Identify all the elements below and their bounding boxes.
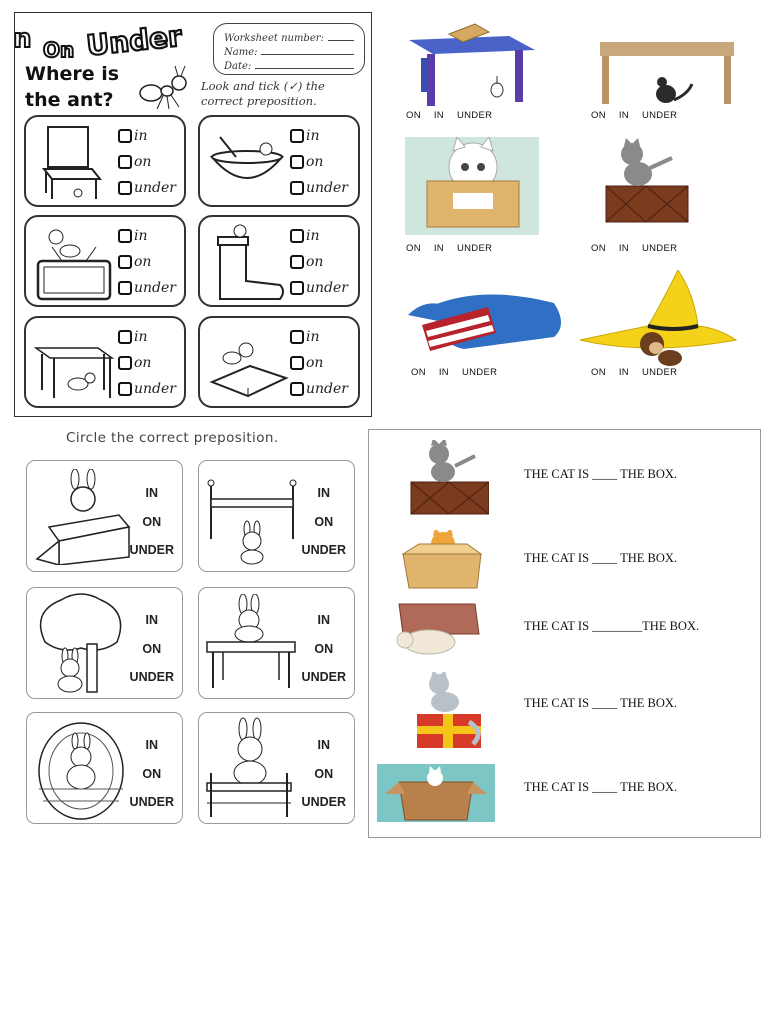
- option-on[interactable]: on: [118, 149, 176, 175]
- question-heading: Where is the ant?: [25, 63, 120, 111]
- option-on[interactable]: on: [290, 149, 348, 175]
- option-under[interactable]: UNDER: [301, 543, 346, 557]
- bunny-cell-basket: [26, 712, 183, 824]
- option-on[interactable]: on: [290, 249, 348, 275]
- bunny-on-bench-icon: [203, 717, 299, 821]
- photo-1-options: ON IN UNDER: [406, 110, 493, 121]
- option-under[interactable]: under: [118, 175, 176, 201]
- blue-table-image: [405, 18, 537, 110]
- photo-4-options: ON IN UNDER: [591, 243, 678, 254]
- ant-cell-chair: [24, 115, 186, 207]
- bunny-cell-tree: [26, 587, 183, 699]
- bunny-cell-table: [198, 587, 355, 699]
- tv-icon: [32, 223, 116, 303]
- circle-sheet-title: Circle the correct preposition.: [66, 430, 279, 446]
- worksheet-number-field[interactable]: Worksheet number:: [224, 30, 354, 44]
- date-field[interactable]: Date:: [224, 58, 354, 72]
- checkbox[interactable]: [290, 281, 304, 295]
- ant-cell-boot: [198, 215, 360, 307]
- photo-6-options: ON IN UNDER: [591, 367, 678, 378]
- title-under-word: Under: [84, 19, 184, 63]
- title-on-word: On: [43, 38, 75, 62]
- cat-in-open-box-icon: [399, 530, 485, 592]
- photo-2-options: ON IN UNDER: [591, 110, 678, 121]
- cat-under-box-icon: [389, 600, 483, 662]
- option-in[interactable]: in: [118, 123, 176, 149]
- checkbox[interactable]: [290, 330, 304, 344]
- option-under[interactable]: under: [118, 376, 176, 402]
- option-in[interactable]: IN: [317, 486, 331, 500]
- option-under[interactable]: UNDER: [301, 795, 346, 809]
- option-on[interactable]: ON: [142, 514, 162, 529]
- option-in[interactable]: IN: [145, 486, 159, 500]
- options-group: [130, 479, 174, 565]
- yellow-hat-monkey-image: [578, 270, 740, 366]
- cat-on-crate-image: [600, 138, 690, 224]
- checkbox[interactable]: [118, 356, 132, 370]
- option-under[interactable]: UNDER: [129, 670, 174, 684]
- checkbox[interactable]: [118, 330, 132, 344]
- option-on[interactable]: ON: [314, 641, 334, 656]
- checkbox[interactable]: [290, 155, 304, 169]
- bunny-cell-box: [26, 460, 183, 572]
- option-on[interactable]: on: [118, 350, 176, 376]
- sentence-2: THE CAT IS ____ THE BOX.: [524, 551, 678, 565]
- option-on[interactable]: ON: [142, 641, 162, 656]
- options-group: [130, 606, 174, 692]
- instruction-text: Look and tick (✓) the correct preposition.: [201, 79, 325, 108]
- option-under[interactable]: UNDER: [129, 795, 174, 809]
- boot-icon: [206, 221, 288, 303]
- bunny-under-tree-icon: [31, 592, 131, 696]
- checkbox[interactable]: [290, 255, 304, 269]
- checkbox[interactable]: [118, 281, 132, 295]
- table-icon: [32, 328, 116, 402]
- bunny-on-table-icon: [203, 594, 301, 694]
- ant-cell-tv: [24, 215, 186, 307]
- chair-icon: [34, 123, 110, 201]
- cat-on-gift-icon: [409, 672, 489, 750]
- option-in[interactable]: IN: [317, 738, 331, 752]
- option-in[interactable]: IN: [317, 613, 331, 627]
- option-under[interactable]: under: [290, 376, 348, 402]
- option-on[interactable]: ON: [142, 766, 162, 781]
- bunny-in-basket-icon: [31, 717, 131, 821]
- checkbox[interactable]: [290, 129, 304, 143]
- cat-in-box-teal-icon: [377, 764, 495, 822]
- bunny-under-bed-icon: [203, 469, 299, 565]
- ant-cell-bowl: [198, 115, 360, 207]
- options-group: [302, 479, 346, 565]
- bowl-icon: [206, 127, 288, 197]
- bunny-cell-bench: [198, 712, 355, 824]
- checkbox[interactable]: [290, 181, 304, 195]
- option-in[interactable]: IN: [145, 738, 159, 752]
- bunny-in-box-icon: [33, 469, 133, 565]
- bunny-cell-bed: [198, 460, 355, 572]
- checkbox[interactable]: [290, 229, 304, 243]
- option-on[interactable]: ON: [314, 514, 334, 529]
- checkbox[interactable]: [290, 356, 304, 370]
- sentence-5: THE CAT IS ____ THE BOX.: [524, 780, 678, 794]
- option-in[interactable]: in: [290, 123, 348, 149]
- option-under[interactable]: under: [290, 175, 348, 201]
- sentence-1: THE CAT IS ____ THE BOX.: [524, 467, 678, 481]
- checkbox[interactable]: [290, 382, 304, 396]
- checkbox[interactable]: [118, 129, 132, 143]
- photo-3-options: ON IN UNDER: [406, 243, 493, 254]
- checkbox[interactable]: [118, 255, 132, 269]
- option-in[interactable]: in: [290, 223, 348, 249]
- option-in[interactable]: in: [290, 324, 348, 350]
- checkbox[interactable]: [118, 229, 132, 243]
- title-in-letter: n: [13, 24, 32, 54]
- checkbox[interactable]: [118, 181, 132, 195]
- ant-icon: [137, 63, 193, 113]
- cat-on-crate-icon: [409, 440, 489, 516]
- info-box: [213, 23, 365, 75]
- option-in[interactable]: in: [118, 223, 176, 249]
- option-under[interactable]: UNDER: [129, 543, 174, 557]
- options-group: [302, 731, 346, 817]
- ant-cell-table: [24, 316, 186, 408]
- backpack-books-image: [404, 285, 566, 367]
- checkbox[interactable]: [118, 155, 132, 169]
- sentence-4: THE CAT IS ____ THE BOX.: [524, 696, 678, 710]
- photo-5-options: ON IN UNDER: [411, 367, 498, 378]
- sentence-3: THE CAT IS ________THE BOX.: [524, 619, 700, 633]
- options-group: [130, 731, 174, 817]
- wood-table-cat-image: [596, 38, 738, 106]
- option-in[interactable]: IN: [145, 613, 159, 627]
- option-on[interactable]: on: [290, 350, 348, 376]
- option-on[interactable]: on: [118, 249, 176, 275]
- option-under[interactable]: under: [118, 275, 176, 301]
- cat-in-box-image: [405, 137, 539, 235]
- book-icon: [206, 328, 290, 402]
- option-under[interactable]: UNDER: [301, 670, 346, 684]
- cat-sentence-sheet: [368, 429, 761, 838]
- name-field[interactable]: Name:: [224, 44, 354, 58]
- checkbox[interactable]: [118, 382, 132, 396]
- option-under[interactable]: under: [290, 275, 348, 301]
- ant-worksheet: [14, 12, 372, 417]
- options-group: [302, 606, 346, 692]
- ant-cell-book: [198, 316, 360, 408]
- option-in[interactable]: in: [118, 324, 176, 350]
- option-on[interactable]: ON: [314, 766, 334, 781]
